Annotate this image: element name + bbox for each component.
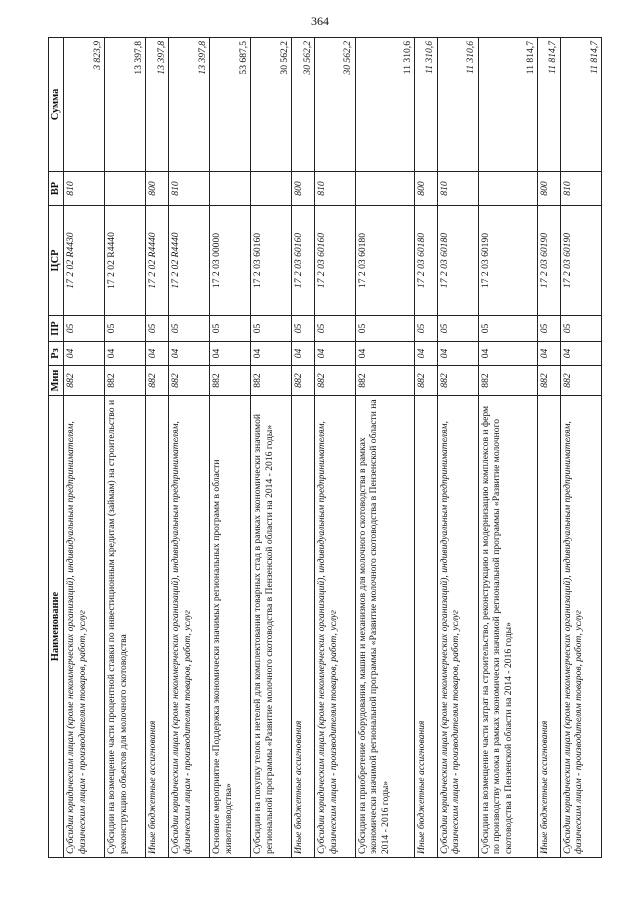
cell-pr: 05 (538, 316, 561, 342)
cell-pr: 05 (251, 316, 292, 342)
cell-vr: 800 (415, 172, 438, 206)
cell-rz: 04 (292, 342, 315, 366)
cell-name: Субсидии на возмещение части затрат на строительство, реконструкцию и модернизацию комплексов и ферм по производству молока в рамках экономически значимой региональной программы «Развитие молочного скотоводства в Пензенской области на 2014 - 2016 годы» (478, 396, 537, 858)
table-header-row (49, 38, 64, 858)
header-name: Наименование (49, 396, 64, 858)
cell-sum: 53 687,5 (210, 38, 251, 172)
cell-name: Субсидии юридическим лицам (кроме некоммерческих организаций), индивидуальным предпринимателям, физическим лицам - производителям товаров, работ, услуг (560, 396, 601, 858)
cell-csr: 17 2 02 R4440 (146, 206, 169, 316)
table-row (478, 38, 537, 858)
table-row (64, 38, 105, 858)
cell-csr: 17 2 03 60160 (315, 206, 356, 316)
table-row (437, 38, 478, 858)
cell-pr: 05 (292, 316, 315, 342)
cell-name: Субсидии юридическим лицам (кроме некоммерческих организаций), индивидуальным предпринимателям, физическим лицам - производителям товаров, работ, услуг (315, 396, 356, 858)
cell-name: Иные бюджетные ассигнования (538, 396, 561, 858)
cell-rz: 04 (146, 342, 169, 366)
cell-pr: 05 (478, 316, 537, 342)
table-row (251, 38, 292, 858)
cell-sum: 11 814,7 (538, 38, 561, 172)
cell-min: 882 (478, 366, 537, 396)
cell-vr (105, 172, 146, 206)
budget-table (48, 37, 602, 858)
cell-name: Иные бюджетные ассигнования (292, 396, 315, 858)
cell-vr (210, 172, 251, 206)
cell-pr: 05 (105, 316, 146, 342)
cell-min: 882 (415, 366, 438, 396)
cell-pr: 05 (64, 316, 105, 342)
cell-sum: 11 310,6 (355, 38, 414, 172)
cell-rz: 04 (64, 342, 105, 366)
cell-pr: 05 (415, 316, 438, 342)
cell-pr: 05 (437, 316, 478, 342)
cell-vr: 810 (169, 172, 210, 206)
cell-name: Субсидии на покупку телок и нетелей для комплектования товарных стад в рамках экономически значимой региональной программы «Развитие молочного скотоводства в Пензенской области на 2014 - 2016 годы» (251, 396, 292, 858)
cell-vr (251, 172, 292, 206)
cell-sum: 11 814,7 (478, 38, 537, 172)
cell-rz: 04 (415, 342, 438, 366)
cell-rz: 04 (560, 342, 601, 366)
cell-min: 882 (538, 366, 561, 396)
cell-name: Основное мероприятие «Поддержка экономически значимых региональных программ в области животноводства» (210, 396, 251, 858)
cell-pr: 05 (560, 316, 601, 342)
cell-sum: 30 562,2 (251, 38, 292, 172)
cell-csr: 17 2 02 R4430 (64, 206, 105, 316)
cell-min: 882 (210, 366, 251, 396)
cell-rz: 04 (105, 342, 146, 366)
table-row (538, 38, 561, 858)
cell-name: Субсидии юридическим лицам (кроме некоммерческих организаций), индивидуальным предпринимателям, физическим лицам - производителям товаров, работ, услуг (64, 396, 105, 858)
cell-rz: 04 (251, 342, 292, 366)
cell-csr: 17 2 02 R4440 (169, 206, 210, 316)
cell-min: 882 (105, 366, 146, 396)
header-sum: Сумма (49, 38, 64, 172)
cell-vr: 810 (437, 172, 478, 206)
header-csr: ЦСР (49, 206, 64, 316)
cell-csr: 17 2 03 60190 (478, 206, 537, 316)
cell-rz: 04 (478, 342, 537, 366)
table-body (64, 38, 602, 858)
cell-min: 882 (292, 366, 315, 396)
header-vr: ВР (49, 172, 64, 206)
cell-vr: 800 (538, 172, 561, 206)
cell-vr: 800 (146, 172, 169, 206)
cell-csr: 17 2 03 60180 (415, 206, 438, 316)
cell-csr: 17 2 03 00000 (210, 206, 251, 316)
cell-sum: 11 310,6 (415, 38, 438, 172)
cell-pr: 05 (210, 316, 251, 342)
cell-csr: 17 2 03 60160 (292, 206, 315, 316)
cell-rz: 04 (210, 342, 251, 366)
cell-min: 882 (315, 366, 356, 396)
cell-min: 882 (146, 366, 169, 396)
cell-name: Иные бюджетные ассигнования (415, 396, 438, 858)
cell-rz: 04 (355, 342, 414, 366)
header-rz: Рз (49, 342, 64, 366)
cell-sum: 13 397,8 (169, 38, 210, 172)
cell-min: 882 (169, 366, 210, 396)
cell-pr: 05 (315, 316, 356, 342)
cell-csr: 17 2 03 60190 (560, 206, 601, 316)
cell-sum: 30 562,2 (292, 38, 315, 172)
table-row (146, 38, 169, 858)
cell-rz: 04 (538, 342, 561, 366)
table-row (415, 38, 438, 858)
cell-csr: 17 2 03 60180 (437, 206, 478, 316)
cell-pr: 05 (169, 316, 210, 342)
cell-min: 882 (437, 366, 478, 396)
cell-min: 882 (355, 366, 414, 396)
cell-min: 882 (251, 366, 292, 396)
header-pr: ПР (49, 316, 64, 342)
rotated-table-container (48, 38, 602, 858)
cell-min: 882 (560, 366, 601, 396)
cell-csr: 17 2 03 60180 (355, 206, 414, 316)
table-row (315, 38, 356, 858)
cell-csr: 17 2 03 60160 (251, 206, 292, 316)
cell-sum: 13 397,8 (105, 38, 146, 172)
cell-rz: 04 (315, 342, 356, 366)
cell-csr: 17 2 03 60190 (538, 206, 561, 316)
table-row (169, 38, 210, 858)
table-row (355, 38, 414, 858)
cell-sum: 30 562,2 (315, 38, 356, 172)
cell-vr: 800 (292, 172, 315, 206)
cell-sum: 13 397,8 (146, 38, 169, 172)
table-row (210, 38, 251, 858)
table-row (105, 38, 146, 858)
cell-vr: 810 (315, 172, 356, 206)
cell-min: 882 (64, 366, 105, 396)
cell-sum: 11 310,6 (437, 38, 478, 172)
page-number: 364 (311, 14, 329, 28)
cell-sum: 3 823,9 (64, 38, 105, 172)
cell-name: Субсидии на возмещение части процентной ставки по инвестиционным кредитам (займам) на строительство и реконструкцию объектов для молочного скотоводства (105, 396, 146, 858)
cell-csr: 17 2 02 R4440 (105, 206, 146, 316)
table-row (560, 38, 601, 858)
cell-name: Иные бюджетные ассигнования (146, 396, 169, 858)
cell-name: Субсидии на приобретение оборудования, машин и механизмов для молочного скотоводства в рамках экономически значимой региональной программы «Развитие молочного скотоводства в Пензенской области на 2014 - 2016 годы» (355, 396, 414, 858)
cell-pr: 05 (355, 316, 414, 342)
cell-vr: 810 (64, 172, 105, 206)
cell-vr: 810 (560, 172, 601, 206)
cell-rz: 04 (437, 342, 478, 366)
cell-name: Субсидии юридическим лицам (кроме некоммерческих организаций), индивидуальным предпринимателям, физическим лицам - производителям товаров, работ, услуг (169, 396, 210, 858)
cell-name: Субсидии юридическим лицам (кроме некоммерческих организаций), индивидуальным предпринимателям, физическим лицам - производителям товаров, работ, услуг (437, 396, 478, 858)
table-row (292, 38, 315, 858)
header-min: Мин (49, 366, 64, 396)
cell-sum: 11 814,7 (560, 38, 601, 172)
cell-vr (478, 172, 537, 206)
cell-vr (355, 172, 414, 206)
cell-rz: 04 (169, 342, 210, 366)
cell-pr: 05 (146, 316, 169, 342)
